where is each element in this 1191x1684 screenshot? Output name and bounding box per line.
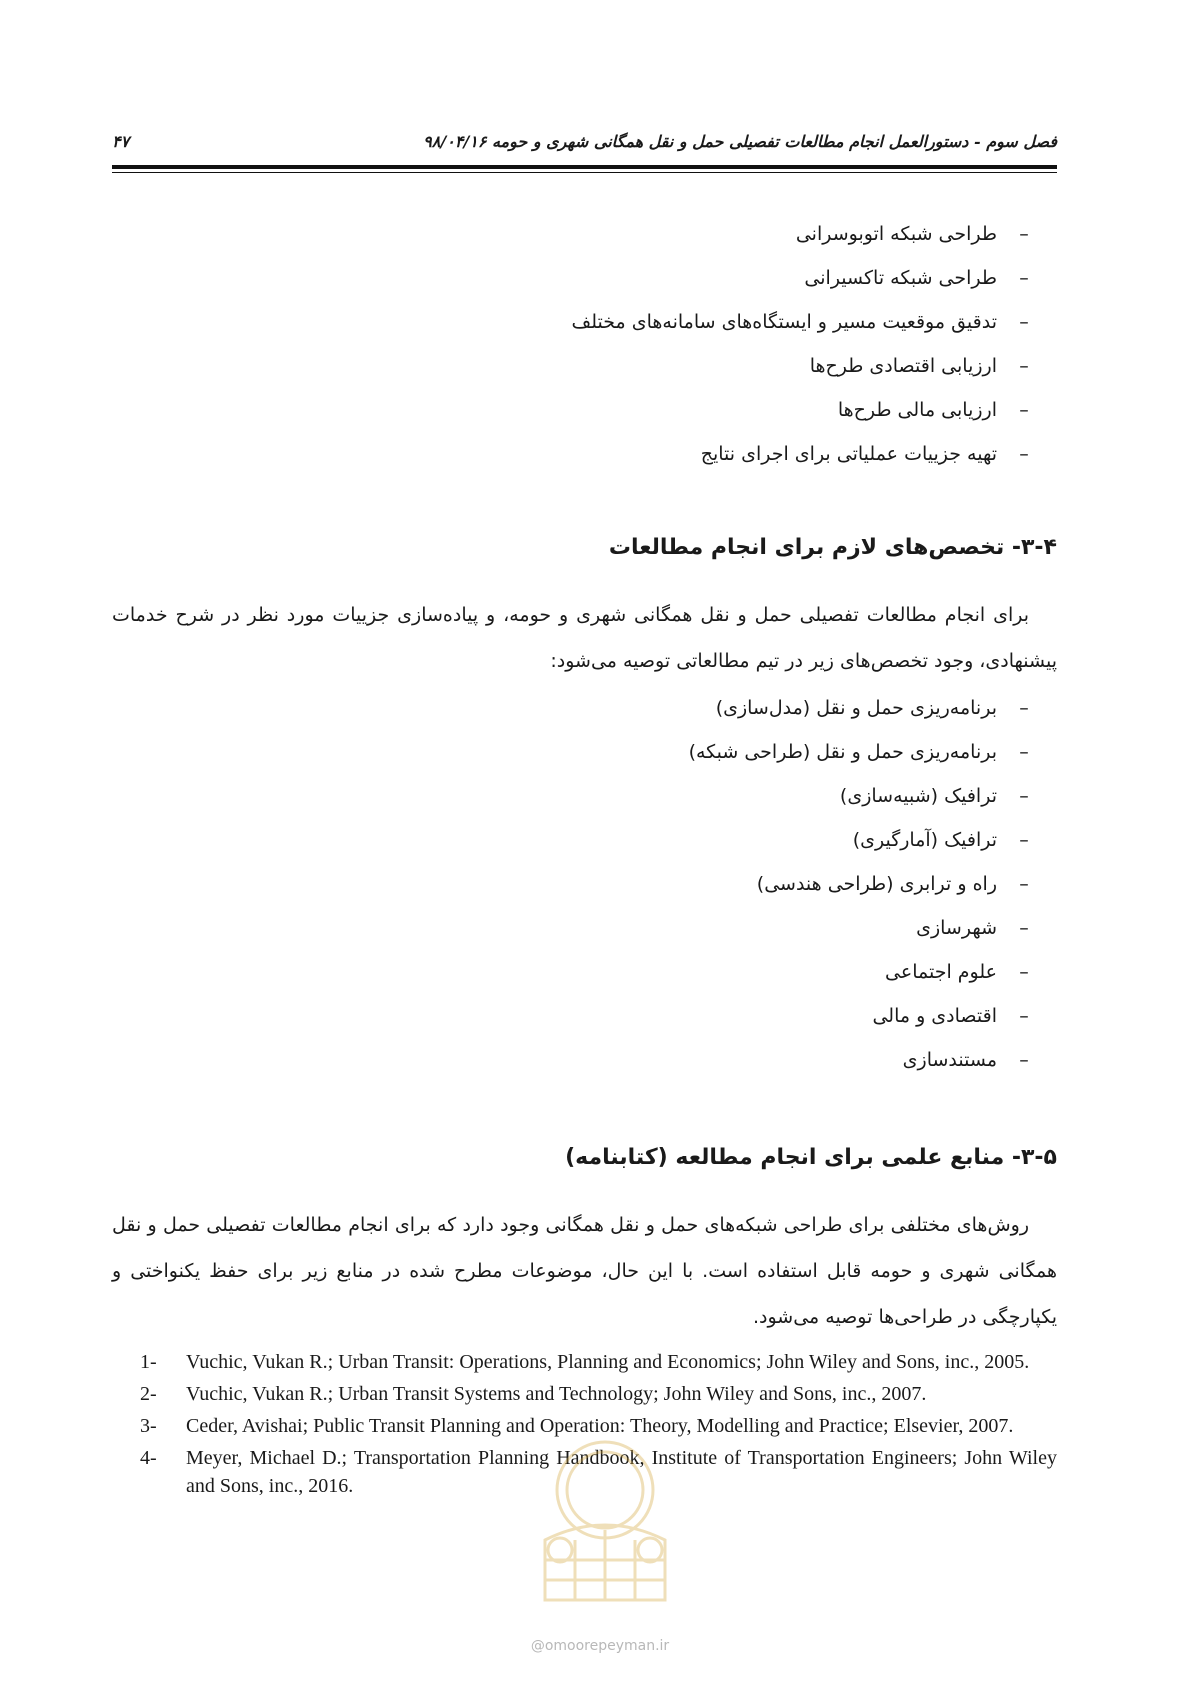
list-item-text: علوم اجتماعی (885, 961, 997, 983)
reference-number: 2- (140, 1383, 157, 1405)
dash-bullet-icon: – (1019, 697, 1029, 719)
header-rule-thin (112, 172, 1057, 173)
list-item (572, 388, 1031, 432)
list-item-text: ارزیابی اقتصادی طرح‌ها (809, 355, 997, 377)
watermark-url: @omoorepeyman.ir (530, 1638, 670, 1654)
paragraph-text: برای انجام مطالعات تفصیلی حمل و نقل همگانی شهری و حومه، و پیاده‌سازی جزییات مورد نظر در شرح خدمات پیشنهادی، وجود تخصص‌های زیر در تیم مطالعاتی توصیه می‌شود: (112, 604, 1057, 672)
list-item-text: طراحی شبکه تاکسیرانی (804, 267, 997, 289)
list-item (689, 774, 1031, 818)
list-item (689, 862, 1031, 906)
list-item-text: مستندسازی (902, 1049, 997, 1071)
list-item (572, 212, 1031, 256)
list-item-text: ارزیابی مالی طرح‌ها (837, 399, 997, 421)
reference-item (140, 1348, 1057, 1376)
list-item-text: برنامه‌ریزی حمل و نقل (مدل‌سازی) (715, 697, 997, 719)
dash-bullet-icon: – (1019, 829, 1029, 851)
reference-text: Vuchic, Vukan R.; Urban Transit Systems and Technology; John Wiley and Sons, inc., 2007. (186, 1383, 927, 1405)
dash-bullet-icon: – (1019, 1005, 1029, 1027)
dash-bullet-icon: – (1019, 311, 1029, 333)
list-item-text: تهیه جزییات عملیاتی برای اجرای نتایج (700, 443, 997, 465)
dash-bullet-icon: – (1019, 223, 1029, 245)
dash-bullet-icon: – (1019, 917, 1029, 939)
list-item (689, 730, 1031, 774)
header-rule-thick (112, 165, 1057, 169)
watermark-logo-icon (505, 1420, 705, 1620)
list-item-text: ترافیک (آمارگیری) (852, 829, 997, 851)
dash-bullet-icon: – (1019, 873, 1029, 895)
reference-text: Meyer, Michael D.; Transportation Planning Handbook, Institute of Transportation Engineers; John Wiley and Sons, inc., 2016. (186, 1447, 1057, 1497)
list-item-text: برنامه‌ریزی حمل و نقل (طراحی شبکه) (688, 741, 997, 763)
list-item (572, 344, 1031, 388)
task-list (572, 212, 1031, 476)
list-item-text: اقتصادی و مالی (872, 1005, 997, 1027)
section-paragraph (112, 592, 1057, 684)
list-item (689, 1038, 1031, 1082)
section-paragraph (112, 1202, 1057, 1340)
dash-bullet-icon: – (1019, 355, 1029, 377)
header-title: فصل سوم - دستورالعمل انجام مطالعات تفصیلی حمل و نقل همگانی شهری و حومه ۹۸/۰۴/۱۶ (423, 132, 1057, 151)
list-item (689, 950, 1031, 994)
list-item-text: طراحی شبکه اتوبوسرانی (795, 223, 997, 245)
list-item-text: راه و ترابری (طراحی هندسی) (756, 873, 997, 895)
reference-number: 1- (140, 1351, 157, 1373)
reference-text: Vuchic, Vukan R.; Urban Transit: Operations, Planning and Economics; John Wiley and Sons, inc., 2005. (186, 1351, 1030, 1373)
dash-bullet-icon: – (1019, 443, 1029, 465)
list-item (689, 994, 1031, 1038)
section-heading-references: ۳-۵- منابع علمی برای انجام مطالعه (کتابنامه) (565, 1145, 1057, 1170)
list-item (572, 300, 1031, 344)
list-item (689, 906, 1031, 950)
expertise-list (689, 686, 1031, 1082)
reference-number: 3- (140, 1415, 157, 1437)
dash-bullet-icon: – (1019, 741, 1029, 763)
reference-number: 4- (140, 1447, 157, 1469)
list-item (689, 686, 1031, 730)
reference-text: Ceder, Avishai; Public Transit Planning and Operation: Theory, Modelling and Practice; Elsevier, 2007. (186, 1415, 1014, 1437)
list-item (689, 818, 1031, 862)
page-number: ۴۷ (112, 132, 130, 151)
paragraph-text: روش‌های مختلفی برای طراحی شبکه‌های حمل و نقل همگانی وجود دارد که برای انجام مطالعات تفصیلی حمل و نقل همگانی شهری و حومه قابل استفاده است. با این حال، موضوعات مطرح شده در منابع زیر برای حفظ یکنواختی و یکپارچگی در طراحی‌ها توصیه می‌شود. (112, 1214, 1057, 1328)
list-item (572, 256, 1031, 300)
dash-bullet-icon: – (1019, 961, 1029, 983)
list-item-text: شهرسازی (916, 917, 997, 939)
reference-item (140, 1380, 1057, 1408)
dash-bullet-icon: – (1019, 267, 1029, 289)
dash-bullet-icon: – (1019, 399, 1029, 421)
list-item-text: ترافیک (شبیه‌سازی) (839, 785, 997, 807)
dash-bullet-icon: – (1019, 1049, 1029, 1071)
dash-bullet-icon: – (1019, 785, 1029, 807)
list-item (572, 432, 1031, 476)
page-header (112, 128, 1057, 156)
section-heading-expertise: ۳-۴- تخصص‌های لازم برای انجام مطالعات (608, 535, 1057, 560)
list-item-text: تدقیق موقعیت مسیر و ایستگاه‌های سامانه‌های مختلف (571, 311, 997, 333)
